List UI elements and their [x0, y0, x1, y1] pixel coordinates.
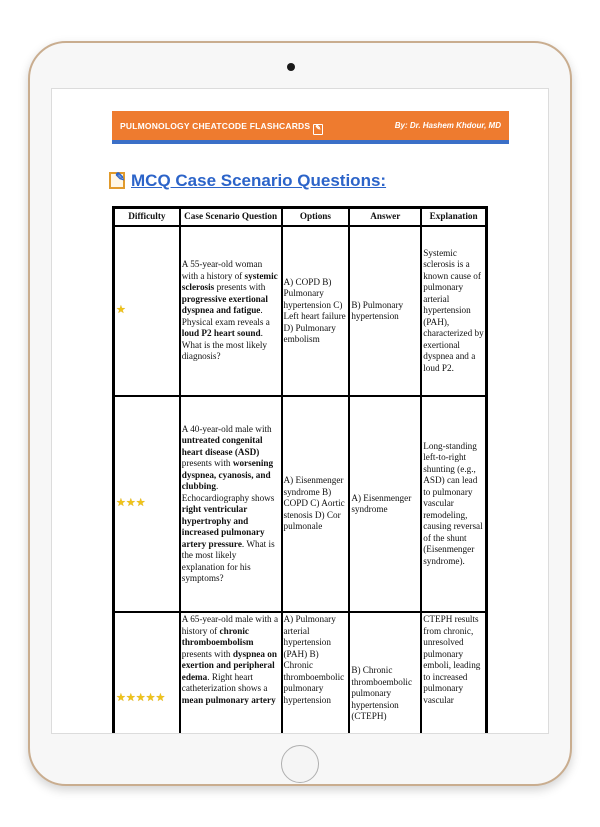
options-cell: A) COPD B) Pulmonary hypertension C) Left heart failure D) Pulmonary embolism — [282, 226, 350, 396]
home-button[interactable] — [281, 745, 319, 783]
question-text: . What is the most likely diagnosis? — [181, 328, 267, 362]
question-text: A 65-year-old male with a history of — [181, 614, 279, 636]
header-answer: Answer — [349, 208, 421, 226]
question-text: presents with — [214, 282, 266, 293]
question-text: . What is the most likely explanation for his symptoms? — [181, 538, 275, 583]
table-row — [114, 612, 486, 734]
header-banner — [112, 111, 509, 144]
header-explanation: Explanation — [421, 208, 486, 226]
options-cell: A) Pulmonary arterial hypertension (PAH) B) Chronic thromboembolic pulmonary hypertension — [282, 612, 350, 734]
question-bold: progressive exertional dyspnea and fatigue — [181, 293, 268, 316]
star-icon: ★ — [116, 304, 126, 317]
question-cell — [180, 226, 282, 396]
question-text: . Echocardiography shows — [181, 481, 275, 503]
difficulty-cell — [114, 612, 180, 734]
question-bold: mean pulmonary artery — [181, 694, 276, 705]
question-text: . Right heart catheterization shows a — [181, 671, 268, 693]
header-options: Options — [282, 208, 350, 226]
star-icon: ★ — [125, 692, 136, 704]
question-text: presents with — [181, 648, 233, 659]
question-bold: worsening dyspnea, cyanosis, and clubbing — [181, 458, 274, 491]
star-icon: ★ — [116, 497, 126, 510]
question-bold: dyspnea on exertion and peripheral edema — [181, 648, 277, 682]
answer-cell: A) Eisenmenger syndrome — [349, 396, 421, 612]
question-text: . Physical exam reveals a — [181, 305, 270, 327]
header-question: Case Scenario Question — [180, 208, 282, 226]
question-bold: right ventricular hypertrophy and increased pulmonary artery pressure — [181, 504, 265, 549]
star-icon: ★ — [125, 497, 136, 510]
question-cell — [180, 396, 282, 612]
banner-author: By: Dr. Hashem Khdour, MD — [394, 121, 501, 130]
header-difficulty: Difficulty — [114, 208, 180, 226]
difficulty-cell — [114, 396, 180, 612]
difficulty-cell — [114, 226, 180, 396]
camera-icon — [287, 63, 295, 71]
explanation-cell: Long-standing left-to-right shunting (e.g., ASD) can lead to pulmonary vascular remodeling, causing reversal of the shunt (Eisenmenger syndrome). — [421, 396, 486, 612]
star-icon: ★ — [116, 692, 126, 704]
question-text: A 40-year-old male with — [181, 423, 272, 434]
question-bold: chronic thromboembolism — [181, 625, 254, 647]
question-text: presents with — [181, 458, 233, 468]
page-title — [109, 171, 386, 191]
page-title-text: MCQ Case Scenario Questions: — [131, 171, 387, 190]
notebook-icon: ✎ — [313, 124, 323, 135]
document-screen — [51, 88, 549, 734]
star-icon: ★ — [135, 497, 146, 510]
explanation-cell: Systemic sclerosis is a known cause of pulmonary arterial hypertension (PAH), characterized by exertional dyspnea and a loud P2. — [421, 226, 486, 396]
star-icon: ★ — [145, 692, 156, 704]
options-cell: A) Eisenmenger syndrome B) COPD C) Aortic stenosis D) Cor pulmonale — [282, 396, 350, 612]
banner-title-text: PULMONOLOGY CHEATCODE FLASHCARDS — [120, 121, 311, 131]
question-cell — [180, 612, 282, 734]
question-bold: loud P2 heart sound — [181, 328, 261, 339]
star-icon: ★ — [135, 692, 146, 704]
explanation-cell: CTEPH results from chronic, unresolved pulmonary emboli, leading to increased pulmonary vascular — [421, 612, 486, 734]
question-bold: systemic sclerosis — [181, 270, 278, 293]
question-bold: untreated congenital heart disease (ASD) — [181, 435, 263, 457]
table-row — [114, 226, 486, 396]
answer-cell: B) Chronic thromboembolic pulmonary hypertension (CTEPH) — [349, 612, 421, 734]
mcq-table — [112, 206, 488, 734]
table-row — [114, 396, 486, 612]
table-header-row — [114, 208, 486, 226]
answer-cell: B) Pulmonary hypertension — [349, 226, 421, 396]
question-text: A 55-year-old woman with a history of — [181, 259, 263, 281]
star-icon: ★ — [155, 692, 166, 704]
memo-icon — [109, 172, 125, 189]
banner-title — [120, 121, 323, 135]
